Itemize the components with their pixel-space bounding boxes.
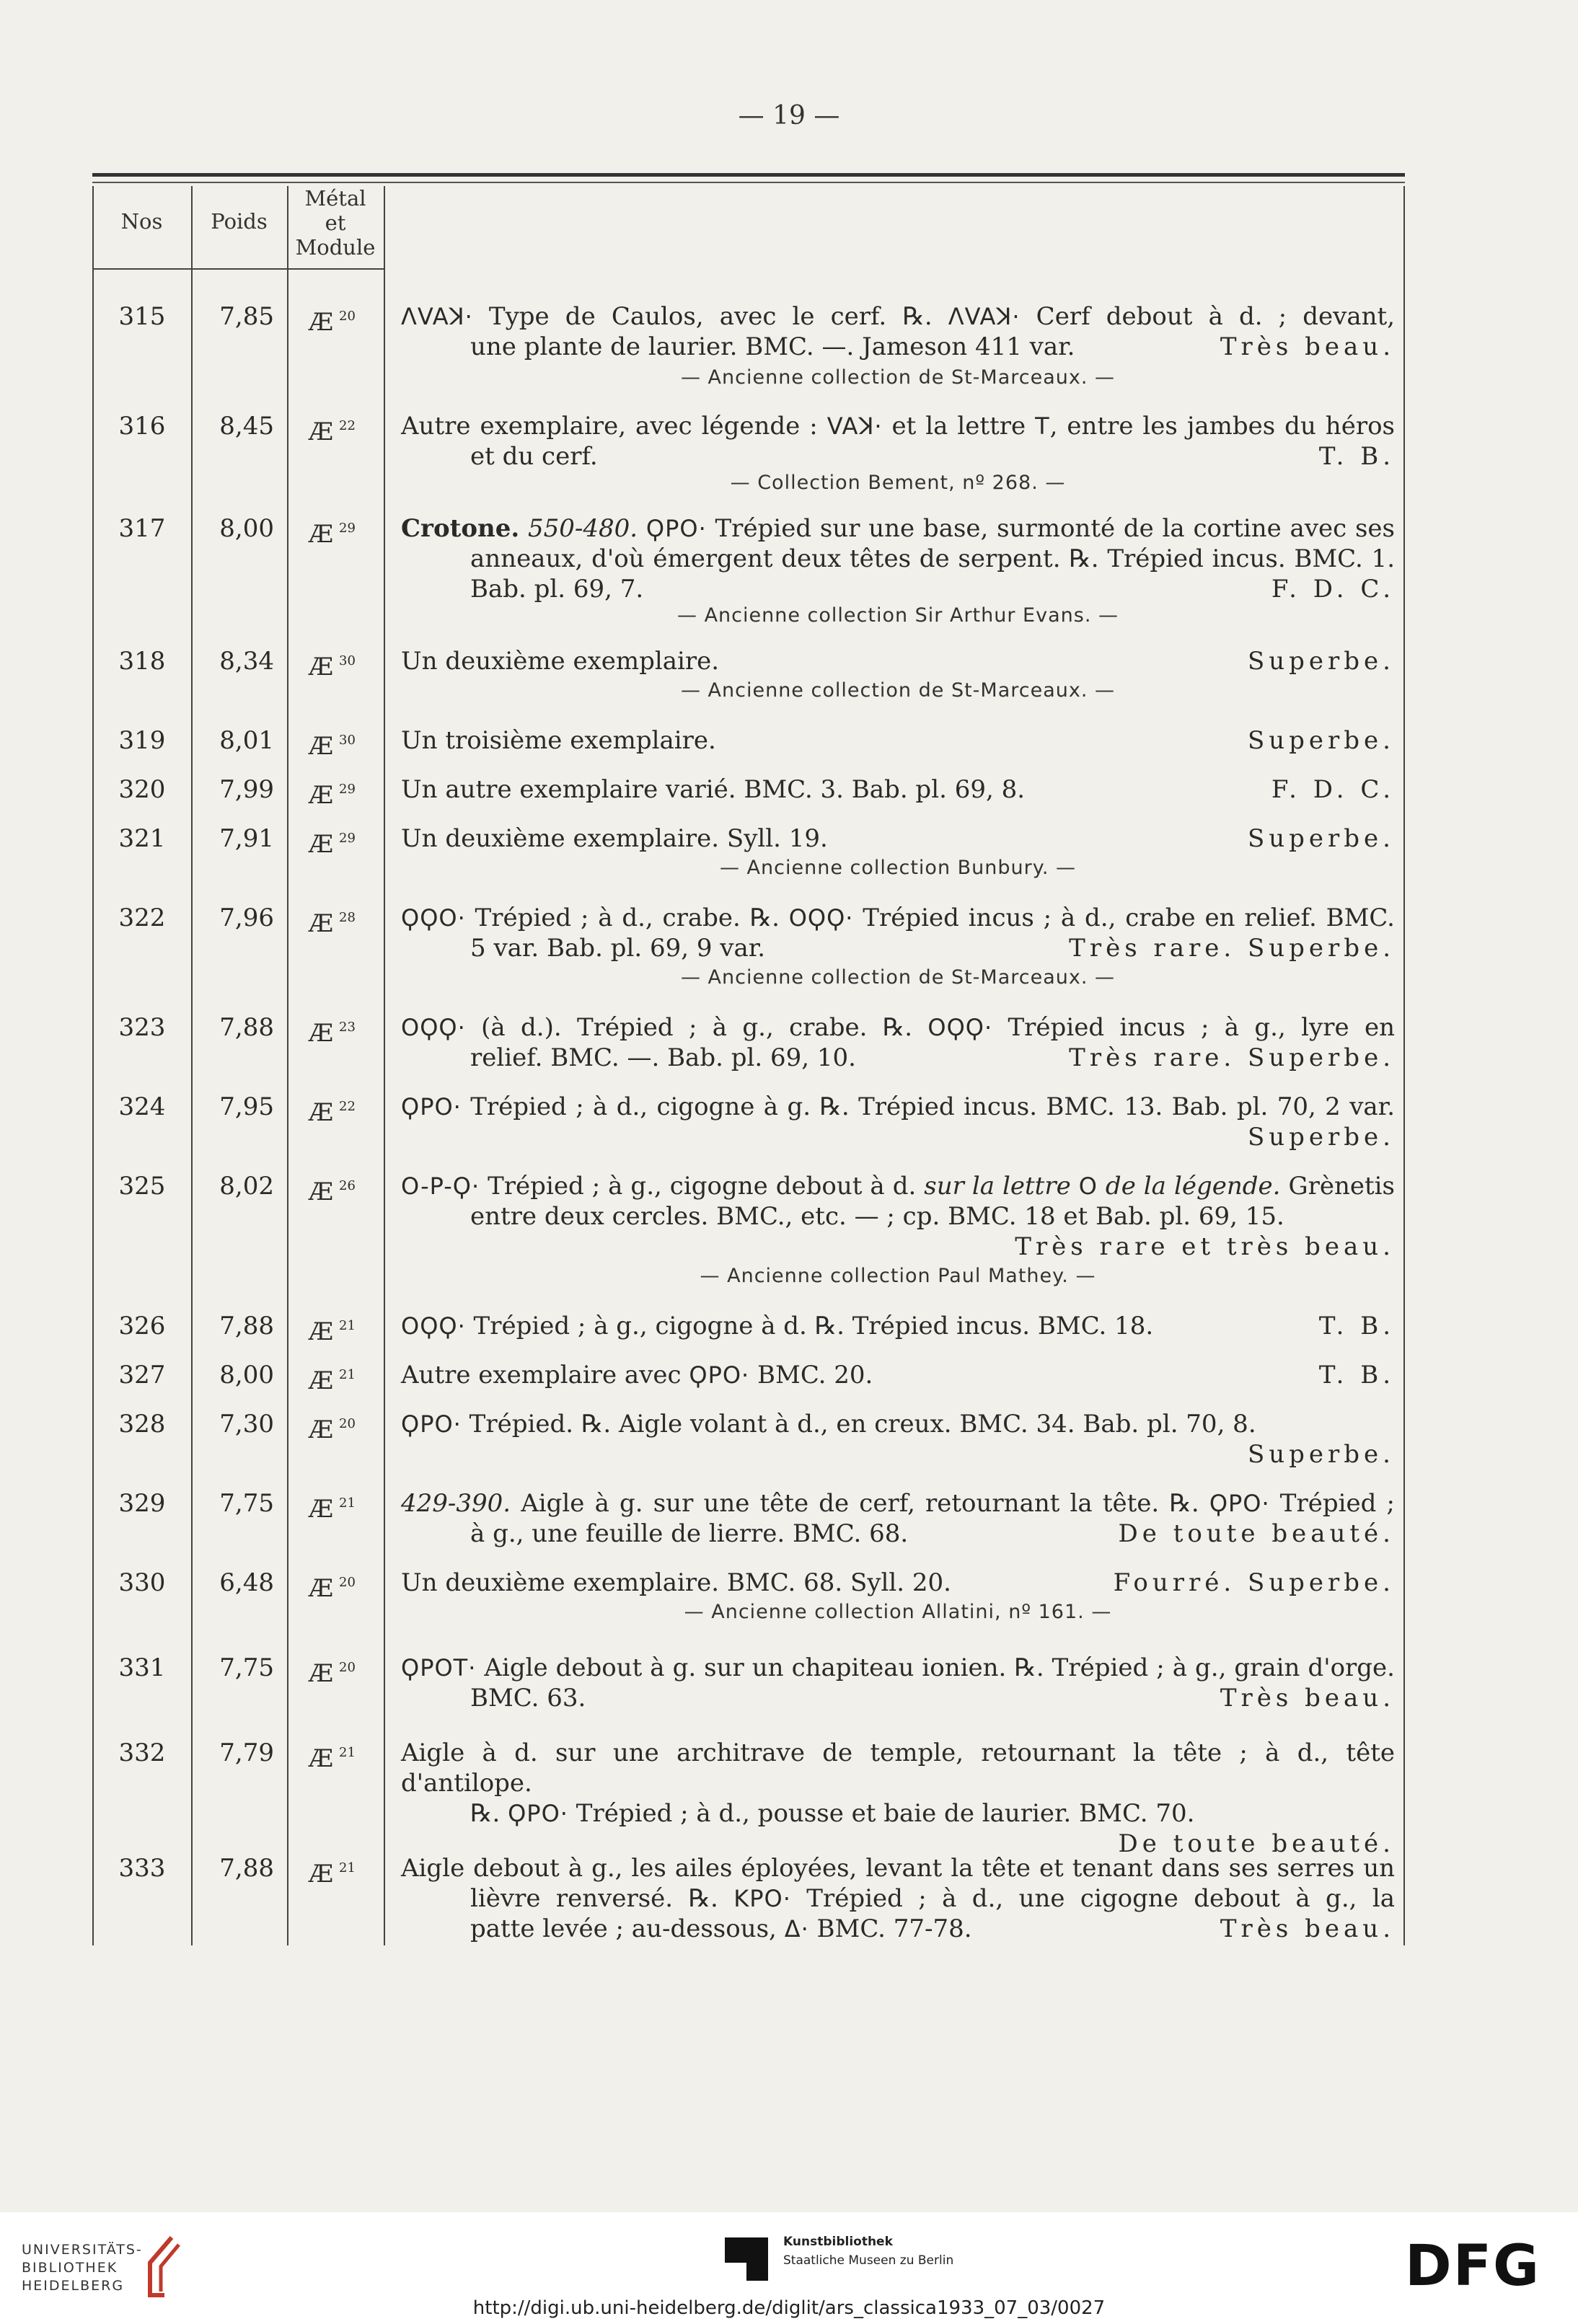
entry-description: O-P-Ϙ· Trépied ; à g., cigogne debout à d. sur la lettre O de la légende. Grènetis entre deux cercles. BMC., etc. — ; cp. BMC. 18 et Bab. pl. 69, 15. Très rare et très beau. [401,1172,1395,1261]
digitization-footer [0,2212,1578,2324]
entry-weight: 8,01 [219,726,274,755]
entry-metal: Æ $^{21}$ [309,1860,356,1888]
kunstbibliothek-text [783,2232,953,2270]
entry-metal: Æ $^{21}$ [309,1744,356,1773]
entry-description: Un deuxième exemplaire. BMC. 68. Syll. 20. Fourré. Superbe. [401,1568,1395,1597]
header-metal-line3: Module [295,235,376,260]
kb-subtitle: Staatliche Museen zu Berlin [783,2253,954,2268]
entry-number: 326 [118,1312,166,1340]
entry-description: OϘϘ· (à d.). Trépied ; à g., crabe. ℞. OϘϘ· Trépied incus ; à g., lyre en relief. BMC. —. Bab. pl. 69, 10. Très rare. Superbe. [401,1013,1395,1072]
entry-weight: 7,30 [219,1410,274,1439]
entry-metal: Æ $^{23}$ [309,1019,356,1048]
column-divider [384,186,385,1945]
entry-number: 331 [118,1653,166,1682]
entry-weight: 7,85 [219,302,274,331]
entry-description: Aigle debout à g., les ailes éployées, levant la tête et tenant dans ses serres un lièvre renversé. ℞. KPO· Trépied ; à d., une cigogne debout à g., la patte levée ; au-dessous, Δ· BMC. 77-78. Très beau. [401,1854,1395,1943]
entry-weight: 8,00 [219,514,274,543]
entry-description: ϘPOT· Aigle debout à g. sur un chapiteau ionien. ℞. Trépied ; à g., grain d'orge. BMC. 63. Très beau. [401,1653,1395,1713]
column-divider [92,186,94,1945]
entry-number: 322 [118,903,166,932]
entry-weight: 6,48 [219,1568,274,1597]
entry-metal: Æ $^{20}$ [309,1415,356,1444]
column-divider [191,186,193,1945]
entry-weight: 8,00 [219,1361,274,1389]
entry-description: 429-390. Aigle à g. sur une tête de cerf, retournant la tête. ℞. ϘPO· Trépied ; à g., une feuille de lierre. BMC. 68. De toute beauté. [401,1489,1395,1548]
entry-description: ϘϘO· Trépied ; à d., crabe. ℞. OϘϘ· Trépied incus ; à d., crabe en relief. BMC. 5 var. Bab. pl. 69, 9 var. Très rare. Superbe. [401,903,1395,963]
header-poids: Poids [211,209,268,234]
ub-line3: HEIDELBERG [22,2278,125,2294]
entry-weight: 7,75 [219,1653,274,1682]
kb-title: Kunstbibliothek [783,2235,893,2249]
page-number: — 19 — [738,101,840,131]
entry-description: ϘPO· Trépied ; à d., cigogne à g. ℞. Trépied incus. BMC. 13. Bab. pl. 70, 2 var. Superbe. [401,1092,1395,1152]
entry-number: 316 [118,412,166,441]
entry-description: Autre exemplaire, avec légende : VAꓘ· et la lettre T, entre les jambes du héros et du cerf. T. B. [401,412,1395,471]
entry-collection: — Ancienne collection de St-Marceaux. — [680,679,1116,702]
entry-number: 320 [118,775,166,804]
entry-metal: Æ $^{30}$ [309,653,356,681]
entry-number: 317 [118,514,166,543]
entry-description: Un deuxième exemplaire. Syll. 19. Superbe. [401,824,1395,853]
ub-heidelberg-logo[interactable] [22,2241,143,2295]
entry-metal: Æ $^{22}$ [309,417,356,446]
entry-description: ΛVAꓘ· Type de Caulos, avec le cerf. ℞. ΛVAꓘ· Cerf debout à d. ; devant, une plante de laurier. BMC. —. Jameson 411 var. Très beau. [401,302,1395,361]
dfg-logo[interactable]: DFG [1405,2234,1541,2299]
header-metal-line2: et [325,211,346,235]
source-url-link[interactable]: http://digi.ub.uni-heidelberg.de/diglit/ars_classica1933_07_03/0027 [472,2297,1106,2319]
entry-number: 328 [118,1410,166,1439]
table-top-rule-thin [92,182,1405,183]
entry-number: 332 [118,1738,166,1767]
entry-metal: Æ $^{22}$ [309,1098,356,1127]
entry-metal: Æ $^{26}$ [309,1178,356,1206]
entry-collection: — Ancienne collection de St-Marceaux. — [680,966,1116,989]
header-metal-line1: Métal [304,186,366,211]
entry-weight: 7,99 [219,775,274,804]
entry-collection: — Ancienne collection de St-Marceaux. — [680,366,1116,389]
ub-line1: UNIVERSITÄTS- [22,2242,143,2258]
entry-metal: Æ $^{21}$ [309,1495,356,1524]
entry-collection: — Collection Bement, nº 268. — [730,472,1066,494]
entry-number: 330 [118,1568,166,1597]
entry-weight: 7,96 [219,903,274,932]
entry-metal: Æ $^{30}$ [309,732,356,761]
entry-collection: — Ancienne collection Bunbury. — [719,857,1077,879]
entry-number: 319 [118,726,166,755]
column-divider [1403,186,1405,1945]
entry-description: ϘPO· Trépied. ℞. Aigle volant à d., en creux. BMC. 34. Bab. pl. 70, 8. Superbe. [401,1410,1395,1469]
entry-description: Un troisième exemplaire. Superbe. [401,726,1395,755]
column-divider [287,186,288,1945]
entry-collection: — Ancienne collection Paul Mathey. — [700,1265,1096,1287]
entry-metal: Æ $^{29}$ [309,781,356,810]
table-top-rule [92,173,1405,177]
entry-weight: 8,34 [219,647,274,676]
entry-number: 329 [118,1489,166,1518]
entry-metal: Æ $^{20}$ [309,1659,356,1688]
entry-description: Crotone. 550-480. ϘPO· Trépied sur une base, surmonté de la cortine avec ses anneaux, d'où émergent deux têtes de serpent. ℞. Trépied incus. BMC. 1. Bab. pl. 69, 7. F. D. C. [401,514,1395,604]
entry-metal: Æ $^{20}$ [309,1574,356,1603]
entry-metal: Æ $^{21}$ [309,1366,356,1395]
entry-description: OϘϘ· Trépied ; à g., cigogne à d. ℞. Trépied incus. BMC. 18. T. B. [401,1312,1395,1340]
header-metal [287,186,384,260]
entry-metal: Æ $^{29}$ [309,830,356,859]
entry-weight: 7,95 [219,1092,274,1121]
entry-number: 327 [118,1361,166,1389]
header-nos: Nos [120,209,163,234]
entry-number: 325 [118,1172,166,1201]
ub-logo-mark-icon [143,2234,189,2299]
entry-weight: 7,88 [219,1013,274,1042]
entry-weight: 7,91 [219,824,274,853]
entry-collection: — Ancienne collection Allatini, nº 161. — [684,1601,1112,1623]
entry-number: 321 [118,824,166,853]
entry-weight: 7,75 [219,1489,274,1518]
entry-metal: Æ $^{20}$ [309,308,356,337]
ub-line2: BIBLIOTHEK [22,2260,118,2276]
entry-number: 323 [118,1013,166,1042]
entry-description: Un deuxième exemplaire. Superbe. [401,647,1395,676]
entry-weight: 8,02 [219,1172,274,1201]
entry-description: Autre exemplaire avec ϘPO· BMC. 20. T. B. [401,1361,1395,1389]
entry-number: 333 [118,1854,166,1883]
entry-metal: Æ $^{28}$ [309,909,356,938]
entry-number: 315 [118,302,166,331]
entry-weight: 7,88 [219,1854,274,1883]
entry-description: Un autre exemplaire varié. BMC. 3. Bab. pl. 69, 8. F. D. C. [401,775,1395,804]
entry-metal: Æ $^{21}$ [309,1317,356,1346]
header-separator [92,268,384,270]
kunstbibliothek-logo-icon [721,2234,772,2284]
entry-number: 324 [118,1092,166,1121]
entry-description: Aigle à d. sur une architrave de temple, retournant la tête ; à d., tête d'antilope. ℞. ϘPO· Trépied ; à d., pousse et baie de laurier. BMC. 70. De toute beauté. [401,1738,1395,1858]
entry-metal: Æ $^{29}$ [309,520,356,549]
entry-number: 318 [118,647,166,676]
entry-weight: 8,45 [219,412,274,441]
entry-weight: 7,88 [219,1312,274,1340]
entry-weight: 7,79 [219,1738,274,1767]
entry-collection: — Ancienne collection Sir Arthur Evans. — [677,604,1119,627]
